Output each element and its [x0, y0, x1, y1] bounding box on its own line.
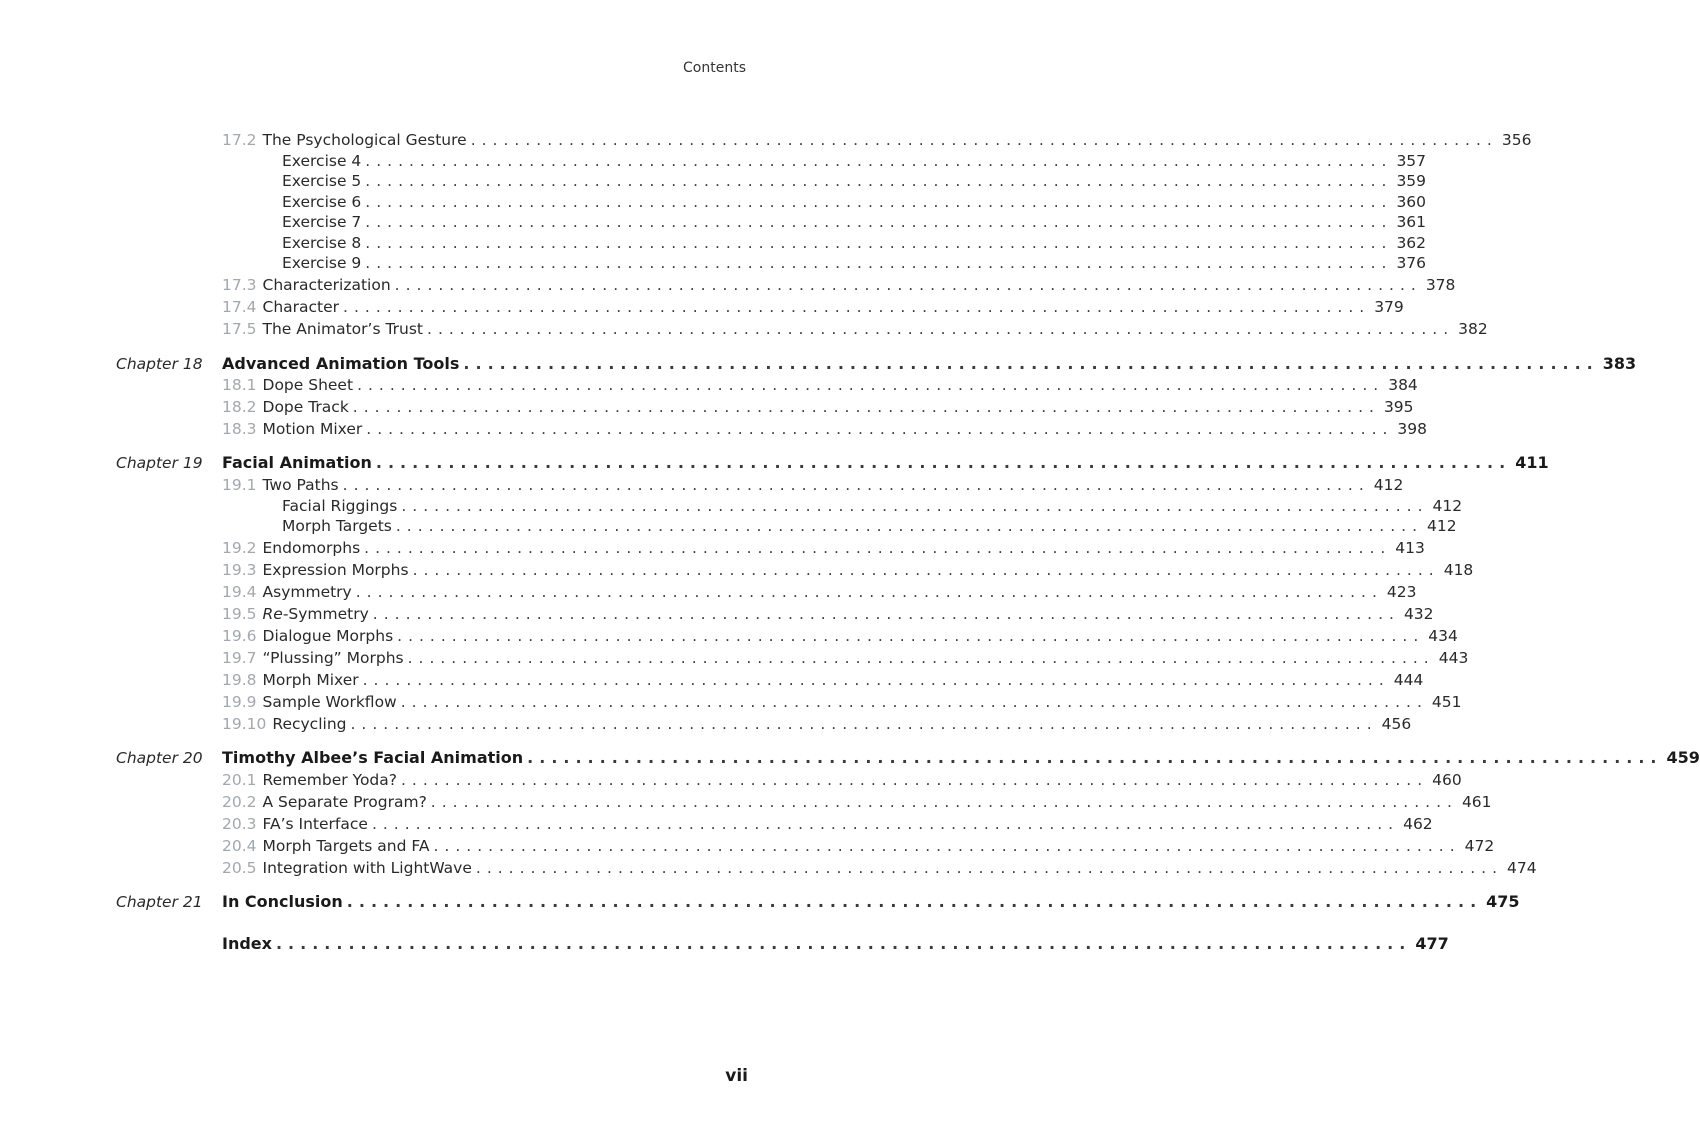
entry-page: 359 — [1396, 172, 1427, 190]
toc-subentry-exercise-5[interactable] — [282, 170, 1427, 192]
dot-leader: .............................................................................................. — [365, 193, 1393, 211]
entry-page: 412 — [1432, 497, 1463, 515]
entry-title: Sample Workflow — [262, 693, 397, 711]
toc-entry-20-5[interactable] — [222, 857, 1537, 879]
dot-leader: .............................................................................................. — [364, 539, 1392, 557]
toc-entry-19-7[interactable] — [222, 647, 1469, 669]
entry-page: 444 — [1393, 671, 1424, 689]
entry-page: 361 — [1396, 213, 1427, 231]
page-number: vii — [725, 1066, 748, 1086]
entry-page: 432 — [1403, 605, 1434, 623]
toc-entry-20-2[interactable] — [222, 791, 1492, 813]
dot-leader: .............................................................................................. — [407, 649, 1435, 667]
entry-number: 19.3 — [222, 561, 257, 579]
entry-page: 395 — [1383, 398, 1414, 416]
entry-title: Dialogue Morphs — [262, 627, 394, 645]
entry-page: 474 — [1507, 859, 1537, 877]
entry-page: 418 — [1443, 561, 1474, 579]
entry-title: Endomorphs — [262, 539, 361, 557]
dot-leader: .............................................................................................. — [400, 693, 1428, 711]
entry-title: Morph Targets and FA — [262, 837, 430, 855]
toc-entry-19-1[interactable] — [222, 474, 1404, 496]
toc-entry-17-4[interactable] — [222, 296, 1404, 318]
entry-number: 18.1 — [222, 376, 257, 394]
toc-entry-19-8[interactable] — [222, 669, 1424, 691]
chapter-title: Facial Animation — [222, 453, 372, 472]
dot-leader: .............................................................................................. — [343, 298, 1371, 316]
toc-entry-17-3[interactable] — [222, 274, 1456, 296]
entry-number: 19.10 — [222, 715, 267, 733]
dot-leader: .............................................................................................. — [357, 376, 1385, 394]
toc-entry-19-4[interactable] — [222, 581, 1417, 603]
toc-entry-20-3[interactable] — [222, 813, 1433, 835]
entry-title: Exercise 9 — [282, 254, 362, 272]
dot-leader: .............................................................................................. — [375, 453, 1512, 472]
toc-chapter-21[interactable] — [222, 891, 1520, 913]
dot-leader: .............................................................................................. — [430, 793, 1458, 811]
dot-leader: .............................................................................................. — [401, 771, 1429, 789]
entry-title-italic: Re — [262, 605, 283, 623]
toc-entry-20-1[interactable] — [222, 769, 1462, 791]
entry-number: 20.5 — [222, 859, 257, 877]
dot-leader: .............................................................................................. — [372, 605, 1400, 623]
toc-entry-19-10[interactable] — [222, 713, 1412, 735]
entry-page: 360 — [1396, 193, 1427, 211]
dot-leader: .............................................................................................. — [365, 234, 1393, 252]
toc-subentry-exercise-9[interactable] — [282, 252, 1427, 274]
entry-number: 17.4 — [222, 298, 257, 316]
entry-title: Characterization — [262, 276, 391, 294]
entry-page: 357 — [1396, 152, 1427, 170]
dot-leader: .............................................................................................. — [366, 420, 1394, 438]
entry-number: 17.5 — [222, 320, 257, 338]
entry-title: Dope Track — [262, 398, 349, 416]
toc-entry-19-9[interactable] — [222, 691, 1462, 713]
entry-number: 19.8 — [222, 671, 257, 689]
dot-leader: .............................................................................................. — [365, 254, 1393, 272]
entry-number: 20.3 — [222, 815, 257, 833]
dot-leader: .............................................................................................. — [427, 320, 1455, 338]
entry-title-rest: -Symmetry — [282, 605, 369, 623]
entry-title: Exercise 5 — [282, 172, 362, 190]
entry-number: 19.7 — [222, 649, 257, 667]
entry-title: Motion Mixer — [262, 420, 363, 438]
toc-entry-17-2[interactable] — [222, 129, 1532, 151]
dot-leader: .............................................................................................. — [371, 815, 1400, 833]
entry-page: 412 — [1427, 517, 1457, 535]
entry-number: 18.3 — [222, 420, 257, 438]
entry-number: 19.6 — [222, 627, 257, 645]
entry-title: Recycling — [272, 715, 347, 733]
entry-title: Remember Yoda? — [262, 771, 397, 789]
toc-entry-18-1[interactable] — [222, 374, 1418, 396]
entry-title: Expression Morphs — [262, 561, 409, 579]
entry-title: Integration with LightWave — [262, 859, 472, 877]
dot-leader: .............................................................................................. — [475, 859, 1504, 877]
dot-leader: .............................................................................................. — [401, 497, 1429, 515]
entry-title: Dope Sheet — [262, 376, 354, 394]
toc-chapter-20[interactable] — [222, 747, 1700, 769]
entry-number: 17.2 — [222, 131, 257, 149]
entry-number: 20.4 — [222, 837, 257, 855]
entry-title: The Animator’s Trust — [262, 320, 424, 338]
entry-page: 472 — [1464, 837, 1495, 855]
entry-page: 434 — [1428, 627, 1458, 645]
chapter-page: 383 — [1602, 354, 1637, 373]
running-head: Contents — [683, 60, 746, 76]
entry-title: “Plussing” Morphs — [262, 649, 404, 667]
entry-page: 413 — [1395, 539, 1425, 557]
toc-subentry-exercise-6[interactable] — [282, 191, 1427, 213]
entry-page: 378 — [1425, 276, 1456, 294]
toc-index[interactable] — [222, 933, 1449, 955]
entry-number: 19.4 — [222, 583, 257, 601]
chapter-label: Chapter 18 — [116, 355, 203, 373]
entry-number: 19.5 — [222, 605, 257, 623]
entry-title: Facial Riggings — [282, 497, 398, 515]
entry-page: 461 — [1461, 793, 1492, 811]
chapter-title: Timothy Albee’s Facial Animation — [222, 748, 524, 767]
dot-leader: .............................................................................................. — [346, 892, 1483, 911]
dot-leader: .............................................................................................. — [365, 152, 1393, 170]
entry-page: 412 — [1373, 476, 1404, 494]
entry-page: 460 — [1432, 771, 1462, 789]
entry-number: 19.9 — [222, 693, 257, 711]
entry-title: Character — [262, 298, 340, 316]
entry-page: 379 — [1374, 298, 1404, 316]
toc-entry-19-3[interactable] — [222, 559, 1474, 581]
entry-page: 423 — [1386, 583, 1417, 601]
entry-title: A Separate Program? — [262, 793, 427, 811]
toc-entry-18-2[interactable] — [222, 396, 1414, 418]
entry-page: 462 — [1403, 815, 1433, 833]
entry-page: 382 — [1458, 320, 1488, 338]
dot-leader: .............................................................................................. — [365, 172, 1393, 190]
entry-number: 20.2 — [222, 793, 257, 811]
toc-entry-17-5[interactable] — [222, 318, 1488, 340]
toc-subentry-facial-riggings[interactable] — [282, 495, 1463, 517]
toc-subentry-exercise-7[interactable] — [282, 211, 1427, 233]
entry-number: 17.3 — [222, 276, 257, 294]
entry-page: 376 — [1396, 254, 1427, 272]
entry-number: 19.1 — [222, 476, 257, 494]
entry-page: 362 — [1396, 234, 1427, 252]
entry-page: 398 — [1397, 420, 1428, 438]
dot-leader: .............................................................................................. — [395, 517, 1423, 535]
dot-leader: .............................................................................................. — [355, 583, 1383, 601]
toc-entry-19-6[interactable] — [222, 625, 1458, 647]
chapter-title: Advanced Animation Tools — [222, 354, 460, 373]
entry-number: 19.2 — [222, 539, 257, 557]
entry-page: 443 — [1438, 649, 1469, 667]
entry-page: 356 — [1501, 131, 1532, 149]
toc-entry-18-3[interactable] — [222, 418, 1428, 440]
entry-page: 456 — [1381, 715, 1412, 733]
entry-title: Exercise 7 — [282, 213, 362, 231]
toc-entry-19-5[interactable] — [222, 603, 1434, 625]
dot-leader: .............................................................................................. — [397, 627, 1425, 645]
entry-title: Two Paths — [262, 476, 339, 494]
chapter-label: Chapter 19 — [116, 454, 203, 472]
toc-chapter-18[interactable] — [222, 353, 1637, 375]
entry-title: Morph Mixer — [262, 671, 359, 689]
entry-title: Asymmetry — [262, 583, 352, 601]
entry-title: Exercise 6 — [282, 193, 362, 211]
index-page: 477 — [1415, 934, 1449, 953]
index-title: Index — [222, 934, 272, 953]
dot-leader: .............................................................................................. — [433, 837, 1461, 855]
chapter-page: 459 — [1666, 748, 1700, 767]
entry-number: 20.1 — [222, 771, 257, 789]
dot-leader: .............................................................................................. — [342, 476, 1370, 494]
dot-leader: .............................................................................................. — [394, 276, 1422, 294]
toc-subentry-exercise-4[interactable] — [282, 150, 1427, 172]
dot-leader: .............................................................................................. — [350, 715, 1378, 733]
chapter-page: 475 — [1486, 892, 1520, 911]
toc-subentry-morph-targets[interactable] — [282, 515, 1457, 537]
chapter-title: In Conclusion — [222, 892, 343, 911]
toc-entry-20-4[interactable] — [222, 835, 1495, 857]
entry-title: Morph Targets — [282, 517, 392, 535]
chapter-page: 411 — [1515, 453, 1549, 472]
dot-leader: .............................................................................................. — [463, 354, 1599, 373]
dot-leader: .............................................................................................. — [275, 934, 1412, 953]
dot-leader: .............................................................................................. — [365, 213, 1393, 231]
entry-number: 18.2 — [222, 398, 257, 416]
entry-title: The Psychological Gesture — [262, 131, 467, 149]
chapter-label: Chapter 20 — [116, 749, 203, 767]
dot-leader: .............................................................................................. — [470, 131, 1498, 149]
toc-entry-19-2[interactable] — [222, 537, 1425, 559]
dot-leader: .............................................................................................. — [527, 748, 1663, 767]
dot-leader: .............................................................................................. — [352, 398, 1380, 416]
toc-chapter-19[interactable] — [222, 452, 1549, 474]
chapter-label: Chapter 21 — [116, 893, 203, 911]
entry-title: Exercise 8 — [282, 234, 362, 252]
entry-title: FA’s Interface — [262, 815, 368, 833]
entry-title — [263, 603, 369, 625]
entry-title: Exercise 4 — [282, 152, 362, 170]
dot-leader: .............................................................................................. — [412, 561, 1440, 579]
entry-page: 451 — [1431, 693, 1462, 711]
entry-page: 384 — [1388, 376, 1418, 394]
toc-subentry-exercise-8[interactable] — [282, 232, 1427, 254]
dot-leader: .............................................................................................. — [362, 671, 1390, 689]
